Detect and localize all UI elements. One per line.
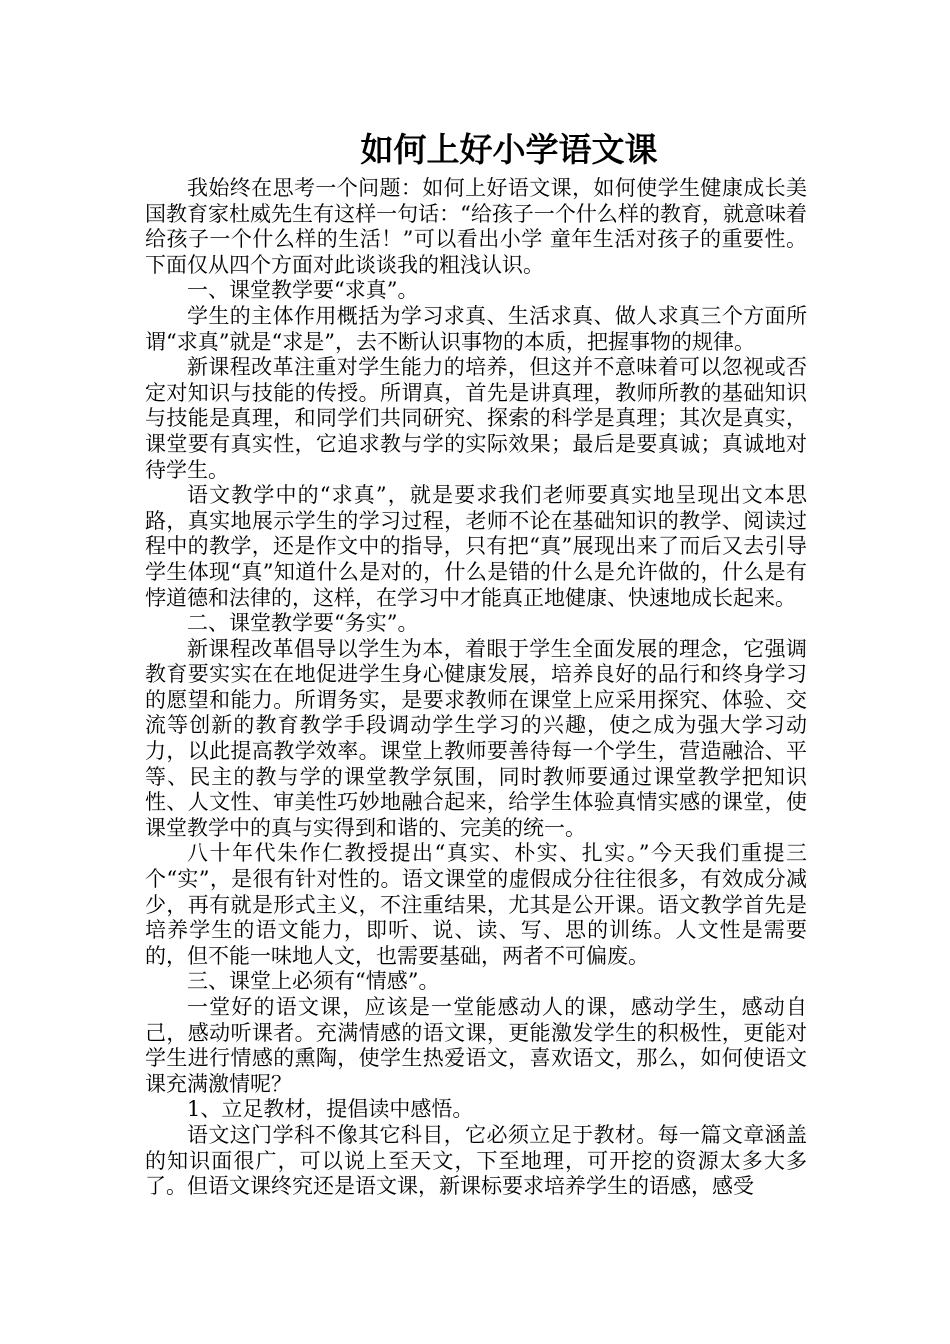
paragraph: 新课程改革倡导以学生为本，着眼于学生全面发展的理念，它强调教育要实实在在地促进学生身心健康发展，培养良好的品行和终身学习的愿望和能力。所谓务实，是要求教师在课堂上应采用探究、体验、交流等创新的教育教学手段调动学生学习的兴趣，使之成为强大学习动力，以此提高教学效率。课堂上教师要善待每一个学生，营造融洽、平等、民主的教与学的课堂教学氛围，同时教师要通过课堂教学把知识性、人文性、审美性巧妙地融合起来，给学生体验真情实感的课堂，使课堂教学中的真与实得到和谐的、完美的统一。 (145, 636, 807, 840)
section-heading-1: 一、课堂教学要“求真”。 (187, 278, 419, 303)
document-body (145, 176, 807, 1200)
subsection-heading-1: 1、立足教材，提倡读中感悟。 (187, 1097, 474, 1122)
paragraph: 新课程改革注重对学生能力的培养，但这并不意味着可以忽视或否定对知识与技能的传授。所谓真，首先是讲真理，教师所教的基础知识与技能是真理，和同学们共同研究、探索的科学是真理；其次是真实，课堂要有真实性，它追求教与学的实际效果；最后是要真诚；真诚地对待学生。 (145, 355, 807, 482)
paragraph: 八十年代朱作仁教授提出“真实、朴实、扎实。”今天我们重提三个“实”，是很有针对性的。语文课堂的虚假成分往往很多，有效成分减少，再有就是形式主义，不注重结果，尤其是公开课。语文教学首先是培养学生的语文能力，即听、说、读、写、思的训练。人文性是需要的，但不能一味地人文，也需要基础，两者不可偏废。 (145, 841, 807, 968)
paragraph-intro: 我始终在思考一个问题：如何上好语文课，如何使学生健康成长美国教育家杜威先生有这样一句话：“给孩子一个什么样的教育，就意味着给孩子一个什么样的生活！”可以看出小学 童年生活对孩子的重要性。下面仅从四个方面对此谈谈我的粗浅认识。 (145, 176, 807, 277)
paragraph: 语文教学中的“求真”，就是要求我们老师要真实地呈现出文本思路，真实地展示学生的学习过程，老师不论在基础知识的教学、阅读过程中的教学，还是作文中的指导，只有把“真”展现出来了而后又去引导学生体现“真”知道什么是对的，什么是错的什么是允许做的，什么是有悖道德和法律的，这样，在学习中才能真正地健康、快速地成长起来。 (145, 483, 807, 610)
section-heading-3: 三、课堂上必须有“情感”。 (187, 969, 440, 994)
paragraph: 学生的主体作用概括为学习求真、生活求真、做人求真三个方面所谓“求真”就是“求是”，去不断认识事物的本质，把握事物的规律。 (145, 303, 807, 354)
section-heading-2: 二、课堂教学要“务实”。 (187, 611, 419, 636)
paragraph: 一堂好的语文课，应该是一堂能感动人的课，感动学生，感动自己，感动听课者。充满情感的语文课，更能激发学生的积极性，更能对学生进行情感的熏陶，使学生热爱语文，喜欢语文，那么，如何使语文课充满激情呢？ (145, 995, 807, 1096)
paragraph: 语文这门学科不像其它科目，它必须立足于教材。每一篇文章涵盖的知识面很广，可以说上至天文，下至地理，可开挖的资源太多大多了。但语文课终究还是语文课，新课标要求培养学生的语感，感受 (145, 1122, 807, 1199)
document-title: 如何上好小学语文课 (360, 130, 658, 169)
